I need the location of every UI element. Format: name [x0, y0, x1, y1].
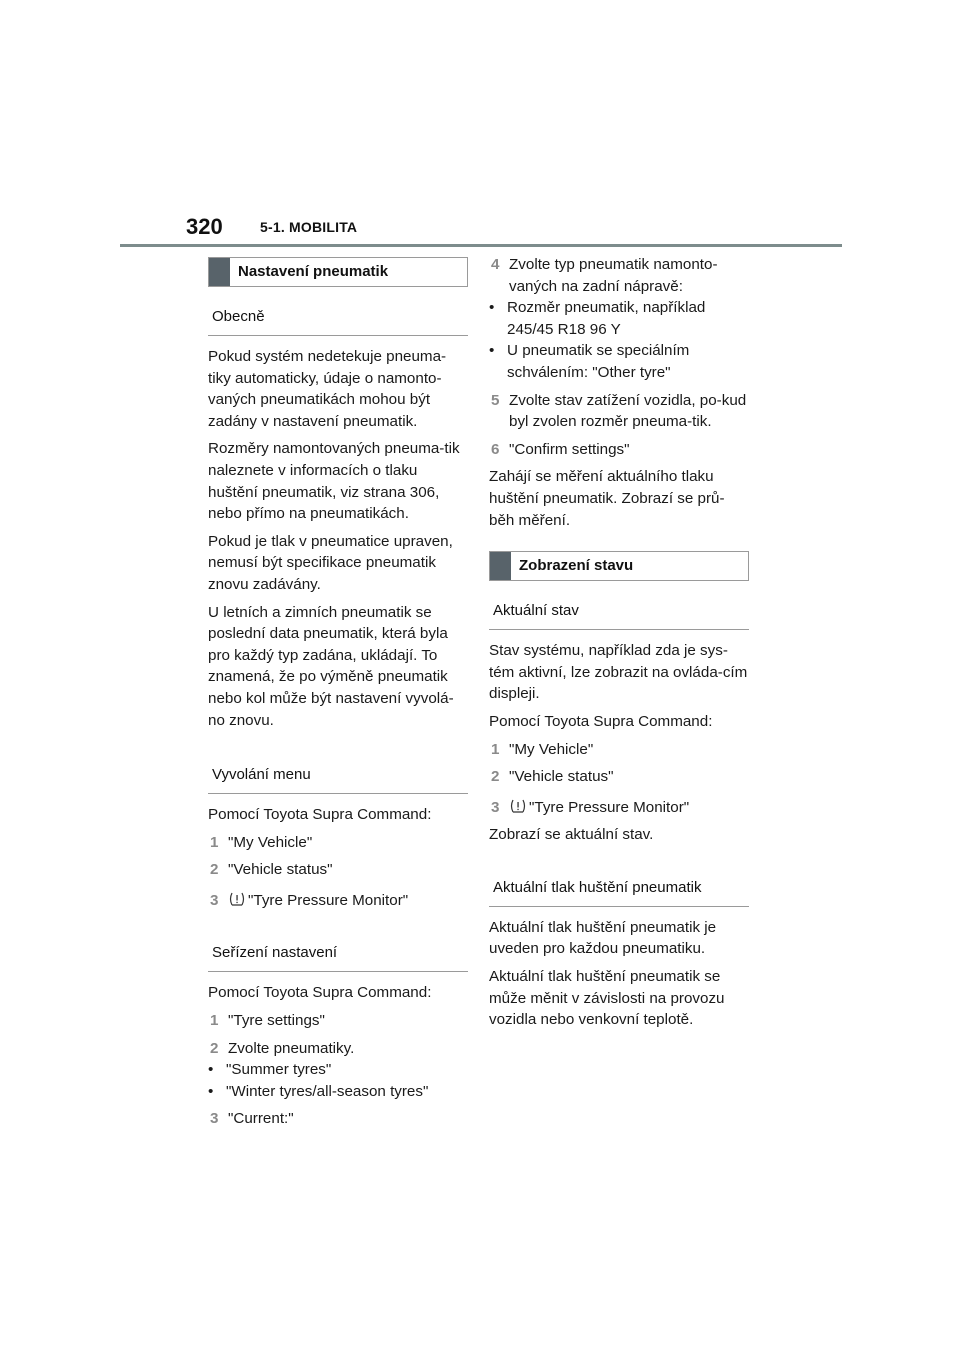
bullet-dot: • — [489, 342, 495, 360]
paragraph: Aktuální tlak huštění pneumatik se může měnit v závislosti na provozu vozidla nebo venkovní teplotě. — [489, 968, 725, 1029]
step-text: "My Vehicle" — [509, 740, 594, 758]
bullet-item — [208, 1059, 468, 1081]
step-text: "Tyre settings" — [228, 1012, 325, 1030]
step — [208, 859, 468, 881]
step-number: 4 — [491, 256, 500, 273]
step — [208, 832, 468, 854]
bullet-dot: • — [208, 1082, 214, 1100]
step-number: 3 — [491, 798, 500, 816]
tyre-pressure-warning-icon — [228, 892, 246, 906]
left-column — [208, 257, 468, 1130]
step-number: 2 — [210, 861, 219, 879]
section-heading-tyre-settings — [208, 257, 468, 287]
bullet-item — [489, 297, 749, 340]
section-bar — [490, 552, 511, 580]
page-number: 320 — [186, 214, 223, 239]
bullet-text: "Summer tyres" — [226, 1061, 332, 1079]
step-text: Zvolte stav zatížení vozidla, po-kud byl zvolen rozměr pneuma-tik. — [509, 391, 747, 431]
step-text: "Current:" — [228, 1110, 294, 1128]
subheading-general: Obecně — [208, 287, 468, 336]
subheading-adjust-settings: Seřízení nastavení — [208, 923, 468, 972]
step-number: 3 — [210, 1110, 219, 1128]
subheading-current-pressure: Aktuální tlak huštění pneumatik — [489, 858, 749, 907]
bullet-text: U pneumatik se speciálním schválením: "Other tyre" — [507, 342, 690, 381]
paragraph: U letních a zimních pneumatik se poslední data pneumatik, která byla pro každý typ zadána, ukládají. To znamená, že po výměně pneumatik nebo kol může být nastavení vyvolá-no znovu. — [208, 603, 454, 729]
step-text: Zvolte typ pneumatik namonto-vaných na zadní nápravě: — [509, 256, 718, 295]
step-text: "My Vehicle" — [228, 833, 313, 851]
chapter-title: 5-1. MOBILITA — [260, 219, 358, 235]
step-label: "Tyre Pressure Monitor" — [248, 891, 409, 909]
right-column — [489, 257, 749, 1031]
bullet-item — [489, 340, 749, 383]
paragraph: Pokud je tlak v pneumatice upraven, nemusí být specifikace pneumatik znovu zadávány. — [208, 532, 453, 593]
paragraph: Stav systému, například zda je sys-tém aktivní, lze zobrazit na ovláda-cím displeji. — [489, 642, 748, 703]
paragraph: Pomocí Toyota Supra Command: — [489, 712, 713, 730]
bullet-item — [208, 1081, 468, 1103]
paragraph: Pomocí Toyota Supra Command: — [208, 806, 432, 824]
section-title: Nastavení pneumatik — [238, 263, 389, 280]
bullet-dot: • — [208, 1061, 214, 1079]
step — [208, 890, 468, 912]
bullet-dot: • — [489, 299, 495, 317]
step-number: 5 — [491, 391, 500, 409]
paragraph: Pomocí Toyota Supra Command: — [208, 984, 432, 1002]
subheading-call-menu: Vyvolání menu — [208, 745, 468, 794]
paragraph: Zahájí se měření aktuálního tlaku huštění pneumatik. Zobrazí se prů-běh měření. — [489, 468, 725, 529]
step-text: "Confirm settings" — [509, 440, 630, 458]
step-text-with-icon — [228, 890, 468, 912]
step-number: 2 — [210, 1039, 219, 1057]
step — [208, 1038, 468, 1060]
step-text: "Vehicle status" — [509, 768, 614, 786]
subheading-current-status: Aktuální stav — [489, 581, 749, 630]
step — [208, 1010, 468, 1032]
step-label: "Tyre Pressure Monitor" — [529, 798, 690, 816]
section-bar — [209, 258, 230, 286]
step — [489, 739, 749, 761]
step — [489, 766, 749, 788]
section-title: Zobrazení stavu — [519, 557, 634, 575]
step-number: 3 — [210, 891, 219, 909]
step — [208, 1108, 468, 1130]
step-number: 6 — [491, 440, 500, 458]
step — [489, 390, 749, 433]
step — [489, 254, 749, 297]
header-rule — [120, 244, 842, 247]
paragraph: Rozměry namontovaných pneuma-tik naleznete v informacích o tlaku huštění pneumatik, viz strana 306, nebo přímo na pneumatikách. — [208, 440, 460, 523]
section-heading-status-display — [489, 551, 749, 581]
step — [489, 439, 749, 461]
step-text-with-icon — [509, 797, 749, 819]
tyre-pressure-warning-icon — [509, 799, 527, 813]
step-text: Zvolte pneumatiky. — [228, 1039, 355, 1057]
step-number: 1 — [491, 740, 500, 758]
step-number: 1 — [210, 833, 219, 851]
step-number: 1 — [210, 1012, 219, 1030]
bullet-text: Rozměr pneumatik, například 245/45 R18 96 Y — [507, 299, 706, 338]
paragraph: Pokud systém nedetekuje pneuma-tiky automaticky, údaje o namonto-vaných pneumatikách mohou být zadány v nastavení pneumatik. — [208, 348, 447, 430]
paragraph: Aktuální tlak huštění pneumatik je uveden pro každou pneumatiku. — [489, 918, 717, 958]
paragraph: Zobrazí se aktuální stav. — [489, 826, 654, 844]
bullet-text: "Winter tyres/all-season tyres" — [226, 1082, 429, 1100]
step-text: "Vehicle status" — [228, 861, 333, 879]
step — [489, 797, 749, 819]
step-number: 2 — [491, 768, 500, 786]
